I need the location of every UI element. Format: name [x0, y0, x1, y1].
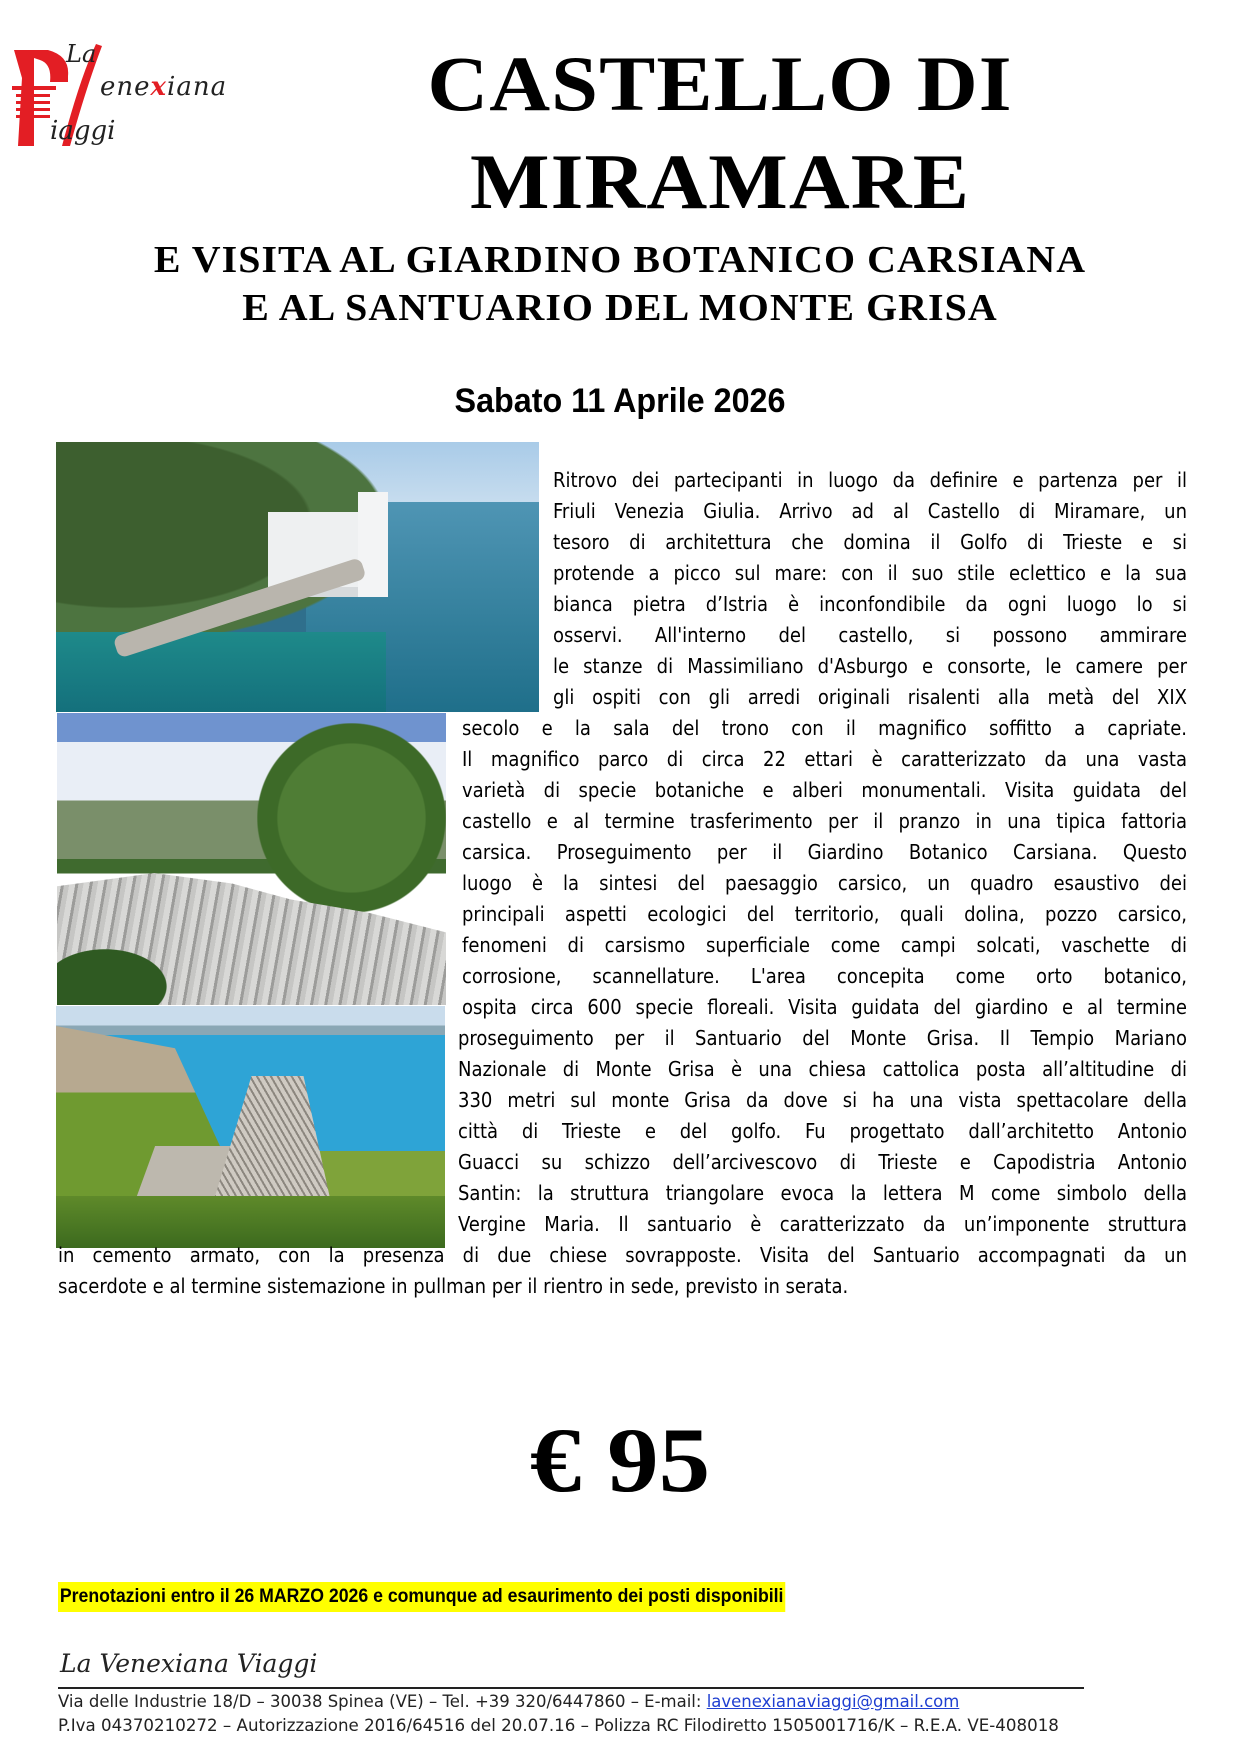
subtitle-line-2: E AL SANTUARIO DEL MONTE GRISA [242, 287, 998, 329]
body-line: varietà di specie botaniche e alberi monumentali. Visita guidata del [462, 778, 1187, 802]
body-line: protende a picco sul mare: con il suo stile eclettico e la sua [553, 561, 1187, 585]
body-line: Guacci su schizzo dell’arcivescovo di Trieste e Capodistria Antonio [458, 1150, 1187, 1174]
photo-forest [56, 1196, 445, 1248]
body-line: principali aspetti ecologici del territorio, quali dolina, pozzo carsico, [462, 902, 1187, 926]
photo-trees [257, 723, 446, 913]
footer-signature: La Venexiana Viaggi [60, 1649, 318, 1678]
logo-text-x: x [150, 72, 168, 102]
body-line: castello e al termine trasferimento per il pranzo in una tipica fattoria [462, 809, 1187, 833]
photo-bay [56, 632, 386, 712]
logo-text-part: iana [167, 72, 228, 102]
body-line: Ritrovo dei partecipanti in luogo da definire e partenza per il [553, 468, 1187, 492]
page-title-line-2: MIRAMARE [470, 138, 970, 225]
body-line: corrosione, scannellature. L'area concepita come orto botanico, [462, 964, 1187, 988]
footer-divider [58, 1687, 1084, 1689]
body-line: osservi. All'interno del castello, si possono ammirare [553, 623, 1187, 647]
logo-text-venexiana [100, 72, 227, 102]
body-line: luogo è la sintesi del paesaggio carsico, un quadro esaustivo dei [462, 871, 1187, 895]
body-line: tesoro di architettura che domina il Golfo di Trieste e si [553, 530, 1187, 554]
logo-text-part: ene [100, 72, 151, 102]
body-line: bianca pietra d’Istria è inconfondibile da ogni luogo lo si [553, 592, 1187, 616]
logo-text-la: La [66, 40, 97, 68]
body-line: carsica. Proseguimento per il Giardino Botanico Carsiana. Questo [462, 840, 1187, 864]
photo-bush [57, 943, 177, 1005]
footer-address: Via delle Industrie 18/D – 30038 Spinea (VE) – Tel. +39 320/6447860 – E-mail: [58, 1692, 707, 1712]
body-line: proseguimento per il Santuario del Monte Grisa. Il Tempio Mariano [458, 1026, 1187, 1050]
body-line: secolo e la sala del trono con il magnifico soffitto a capriate. [462, 716, 1187, 740]
body-line: gli ospiti con gli arredi originali risalenti alla metà del XIX [553, 685, 1187, 709]
booking-deadline-notice: Prenotazioni entro il 26 MARZO 2026 e comunque ad esaurimento dei posti disponibili [58, 1582, 785, 1612]
body-line: sacerdote e al termine sistemazione in pullman per il rientro in sede, previsto in serata. [58, 1274, 849, 1298]
footer-legal-line: P.Iva 04370210272 – Autorizzazione 2016/64516 del 20.07.16 – Polizza RC Filodiretto 1505001716/K – R.E.A. VE-408018 [58, 1716, 1059, 1736]
photo-castello-miramare [56, 442, 539, 712]
body-line: Santin: la struttura triangolare evoca la lettera M come simbolo della [458, 1181, 1187, 1205]
footer-contact-line [58, 1690, 959, 1714]
body-line: in cemento armato, con la presenza di due chiese sovrapposte. Visita del Santuario accompagnati da un [58, 1243, 1187, 1267]
body-line: Il magnifico parco di circa 22 ettari è caratterizzato da una vasta [462, 747, 1187, 771]
body-line: 330 metri sul monte Grisa da dove si ha una vista spettacolare della [458, 1088, 1187, 1112]
event-date: Sabato 11 Aprile 2026 [454, 382, 786, 420]
page-title-line-1: CASTELLO DI [427, 40, 1013, 127]
body-line: città di Trieste e del golfo. Fu progettato dall’architetto Antonio [458, 1119, 1187, 1143]
body-line: Vergine Maria. Il santuario è caratterizzato da un’imponente struttura [458, 1212, 1187, 1236]
photo-tower [358, 492, 388, 597]
body-line: le stanze di Massimiliano d'Asburgo e consorte, le camere per [553, 654, 1187, 678]
body-line: Friuli Venezia Giulia. Arrivo ad al Castello di Miramare, un [553, 499, 1187, 523]
company-logo [10, 38, 250, 158]
photo-giardino-carsiana [57, 713, 446, 1005]
body-line: Nazionale di Monte Grisa è una chiesa cattolica posta all’altitudine di [458, 1057, 1187, 1081]
body-line: ospita circa 600 specie floreali. Visita guidata del giardino e al termine [462, 995, 1187, 1019]
body-line: fenomeni di carsismo superficiale come campi solcati, vaschette di [462, 933, 1187, 957]
photo-santuario-monte-grisa [56, 1006, 445, 1248]
price: € 95 [529, 1409, 711, 1511]
footer-email-link[interactable]: lavenexianaviaggi@gmail.com [706, 1692, 960, 1712]
subtitle-line-1: E VISITA AL GIARDINO BOTANICO CARSIANA [153, 239, 1087, 281]
logo-text-viaggi: iaggi [50, 116, 116, 146]
